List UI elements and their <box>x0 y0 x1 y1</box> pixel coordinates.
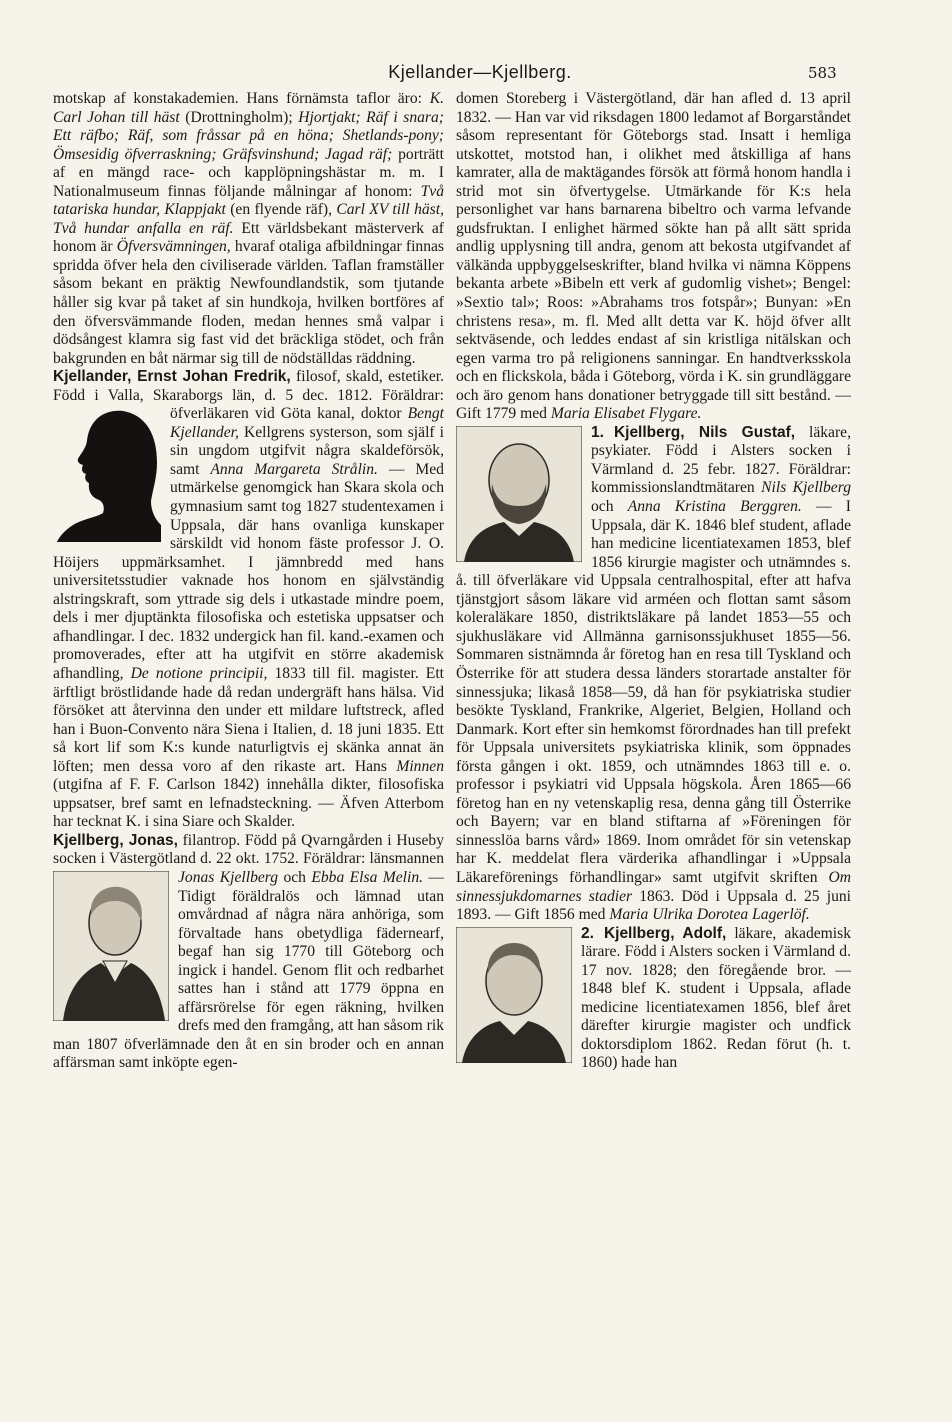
entry-adolf-kjellberg: 2. Kjellberg, Adolf, läkare, akademisk lärare. Född i Alsters socken i Värmland d. 17 nov. 1828; den föregående bror. — 1848 blef K. student i Uppsala, aflade medicine licentiatexamen 1856, blef året därefter kirurgie magister och undfick doktorsdiplom 1862. Redan förut (h. t. 1860) hade han <box>456 925 851 1073</box>
jonas-kjellberg-portrait <box>53 871 169 1021</box>
entry-heading: Kjellander, Ernst Johan Fredrik, <box>53 368 291 386</box>
adolf-kjellberg-portrait <box>456 927 572 1063</box>
article-continuation: motskap af konstakademien. Hans förnämsta taflor äro: K. Carl Johan till häst (Drottningholm); Hjortjakt; Räf i snara; Ett räfbo; Räf, som fråssar på en höna; Shetlands-pony; Ömsesidig öfverraskning; Gräfsvinshund; Jagad räf; porträtt af en mängd race- och kapplöpningshästar m. m. I Nationalmuseum finnas följande målningar af honom: Två tatariska hundar, Klappjakt (en flyende räf), Carl XV till häst, Två hundar anfalla en räf. Ett världsbekant mästerverk af honom är Öfversvämningen, hvaraf otaliga afbildningar finnas spridda öfver hela den civiliserade världen. Taflan framställer såsom bekant en präktig Newfoundlandstik, som tjutande håller sig kvar på taket af sin hundkoja, hvilken bortföres af den öfversvämmande floden, medan hennes små valpar i dödsångest klamra sig fast vid det bräckliga stödet, och från bakgrunden en båt närmar sig till de nödställdas räddning. <box>53 90 444 367</box>
kjellander-silhouette-portrait <box>53 407 161 542</box>
entry-jonas-kjellberg: Kjellberg, Jonas, filantrop. Född på Qvarngården i Huseby socken i Västergötland d. 22 okt. 1752. Föräldrar: länsmannen Jonas Kjellberg och Ebba Elsa Melin. — Tidigt föräldralös och lämnad utan omvårdnad af några nära anhöriga, som förvaltade hans obetydliga fädernearf, begaf han sig 1770 till Göteborg och ingick i handel. Genom flit och redbarhet sattes han i stånd att 1779 öppna en affärsrörelse för egen räkning, hvilken drefs med den framgång, att han såsom rik man 1807 öfverlämnade den åt en sin broder och en annan affärsman samt inköpte egen- <box>53 831 444 1072</box>
entry-kjellander: Kjellander, Ernst Johan Fredrik, filosof, skald, estetiker. Född i Valla, Skaraborgs län, d. 5 dec. 1812. Föräldrar: öfverläkaren vid Göta kanal, doktor Bengt Kjellander, Kellgrens systerson, som själf i sin ungdom utgifvit några skaldeförsök, samt Anna Margareta Strålin. — Med utmärkelse genomgick han Skara skola och gymnasium samt tog 1827 studentexamen i Uppsala, där hans ovanliga kunskaper särskildt vid honom fäste professor J. O. Höijers uppmärksamhet. I jämnbredd med hans universitetsstudier vaknade hos honom en självständig alstringskraft, som yttrade sig dels i utkastade mindre poem, dels i mer djuptänkta filosofiska och estetiska uppsatser och afhandlingar. I dec. 1832 undergick han fil. kand.-examen och promoverades, efter att ha utgifvit en större akademisk afhandling, De notione principii, 1833 till fil. magister. Ett ärftligt bröstlidande hade då redan undergräft hans hälsa. Vid försöket att återvinna den under ett mildare luftstreck, afled han i Buon-Convento nära Siena i Italien, d. 18 juni 1835. Ett så kort lif som K:s kunde naturligtvis ej skänka annat än löften; men dessa voro af den rikaste art. Hans Minnen (utgifna af F. F. Carlson 1842) innehålla dikter, filosofiska uppsatser, bref samt en lefnadsteckning. — Äfven Atterbom har tecknat K. i sina Siare och Skalder. <box>53 368 444 831</box>
page-number: 583 <box>808 64 837 82</box>
right-column <box>456 90 851 1073</box>
entry-heading: 2. Kjellberg, Adolf, <box>581 924 727 942</box>
page-header <box>0 62 952 86</box>
entry-nils-gustaf-kjellberg: 1. Kjellberg, Nils Gustaf, läkare, psykiater. Född i Alsters socken i Värmland d. 25 febr. 1827. Föräldrar: kommissionslandtmätaren Nils Kjellberg och Anna Kristina Berggren. — I Uppsala, där K. 1846 blef student, aflade han medicine licentiatexamen 1853, blef 1856 kirurgie magister och utnämndes s. å. till öfverläkare vid Uppsala centralhospital, efter att hafva tjänstgjort såsom läkare vid arméen och flottan samt såsom koleraläkare 1850, distriktsläkare på landet 1853—55 och sjukhusläkare vid Allmänna garnisonssjukhuset 1855—56. Sommaren sistnämnda år företog han en resa till Tyskland och Österrike för att studera dessa länders storartade anstalter för sinnessjuka; likaså 1858—59, då han för psykiatriska studier besökte Tyskland, Frankrike, Algeriet, Belgien, Holland och Danmark. Kort efter sin hemkomst förordnades han till prefekt för Uppsala universitets psykiatriska klinik, som öppnades första gången i okt. 1859, och utnämndes 1863 till e. o. professor i psykiatri vid Uppsala högskola. Åren 1865—66 företog han en ny vetenskaplig resa, denna gång till Österrike och Bayern; var en bland stiftarna af »Föreningen för sinnesslöa barns vård» 1869. Inom området för sin vetenskap har K. meddelat flera värderika afhandlingar i »Uppsala Läkareförenings förhandlingar» samt utgifvit skriften Om sinnessjukdomarnes stadier 1863. Död i Uppsala d. 25 juni 1893. — Gift 1856 med Maria Ulrika Dorotea Lagerlöf. <box>456 423 851 924</box>
left-column <box>53 90 444 1073</box>
silhouette-head <box>57 411 161 542</box>
entry-heading: 1. Kjellberg, Nils Gustaf, <box>591 423 796 441</box>
nils-gustaf-kjellberg-portrait <box>456 426 582 562</box>
running-title: Kjellander—Kjellberg. <box>388 62 572 82</box>
entry-heading: Kjellberg, Jonas, <box>53 831 178 849</box>
article-continuation: domen Storeberg i Västergötland, där han afled d. 13 april 1832. — Han var vid riksdagen 1800 ledamot af Borgarståndet såsom representant för Göteborgs stad. Insatt i hemliga utskottet, motstod han, i olikhet med åtskilliga af hans kamrater, alla de maktägandes försök att förmå honom handla i strid mot sin öfvertygelse. Utmärkande för K:s hela personlighet var hans barnarena bibeltro och varma lefvande gudsfruktan. I enlighet härmed sökte han på allt sätt sprida andlig upplysning till andra, genom att bekosta utgifvandet af välkända uppbyggelseskrifter, bland hvilka vi nämna Köppens bekanta arbete »Bibeln ett verk af gudomlig vishet»; Bengel: »Sextio tal»; Roos: »Abrahams tros fotspår»; Bunyan: »En christens resa», m. fl. Med allt detta var K. höjd öfver allt sektväsende, och leddes endast af sin kristliga nitälskan och egen varma tro på religionens sanningar. En handtverksskola och en flickskola, båda i Göteborg, vörda i K. sin grundläggare och äro genom hans donationer betryggade till sitt bestånd. — Gift 1779 med Maria Elisabet Flygare. <box>456 90 851 423</box>
